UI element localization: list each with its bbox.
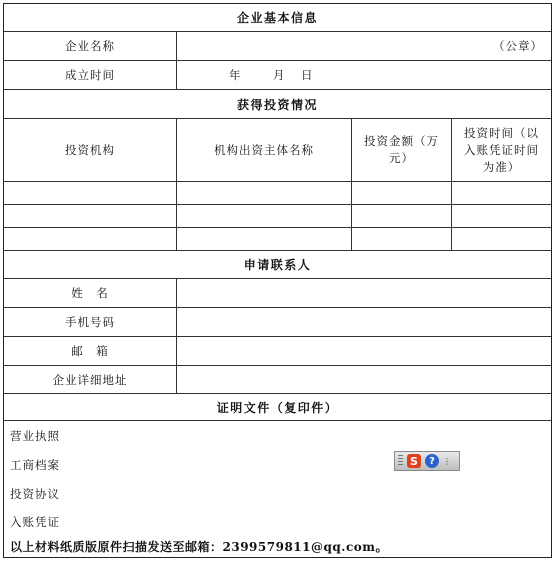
document-item-row — [4, 479, 551, 508]
column-header: 机构出资主体名称 — [176, 119, 351, 181]
contact-phone-field[interactable] — [176, 308, 551, 336]
section-header-documents — [4, 394, 551, 421]
dropdown-icon[interactable]: ⋮ — [443, 456, 451, 466]
contact-email-field[interactable] — [176, 337, 551, 365]
contact-phone-row — [4, 308, 551, 337]
table-cell[interactable] — [351, 228, 451, 250]
contact-name-field[interactable] — [176, 279, 551, 307]
submission-note: 以上材料纸质版原件扫描发送至邮箱：2399579811@qq.com。 — [10, 539, 388, 554]
document-item-row — [4, 450, 551, 479]
investment-header-row — [4, 119, 551, 182]
section-header-investment — [4, 90, 551, 119]
company-seal-hint: （公章） — [493, 39, 543, 53]
table-cell[interactable] — [4, 205, 176, 227]
column-header: 投资机构 — [65, 143, 115, 157]
grip-icon[interactable] — [398, 455, 403, 467]
founded-date-field[interactable] — [176, 61, 551, 89]
year-unit: 年 — [229, 68, 242, 82]
table-cell[interactable] — [451, 228, 551, 250]
enterprise-form — [3, 3, 552, 558]
table-cell[interactable] — [176, 228, 351, 250]
document-item: 营业执照 — [10, 428, 60, 443]
sogou-s-icon[interactable]: S — [407, 454, 421, 468]
table-row — [4, 182, 551, 205]
section-title: 证明文件（复印件） — [216, 400, 339, 415]
company-name-label: 企业名称 — [65, 39, 115, 53]
column-header: 投资金额（万元） — [351, 119, 451, 181]
table-cell[interactable] — [176, 205, 351, 227]
table-cell[interactable] — [4, 228, 176, 250]
document-item: 入账凭证 — [10, 514, 60, 529]
section-header-basic-info — [4, 4, 551, 32]
company-name-field[interactable] — [176, 32, 551, 60]
table-row — [4, 228, 551, 251]
contact-email-label: 邮 箱 — [71, 344, 109, 358]
table-cell[interactable] — [451, 205, 551, 227]
table-cell[interactable] — [176, 182, 351, 204]
founded-date-row — [4, 61, 551, 90]
month-unit: 月 — [273, 68, 286, 82]
document-item-row — [4, 421, 551, 450]
company-name-row — [4, 32, 551, 61]
founded-label: 成立时间 — [65, 68, 115, 82]
day-unit: 日 — [301, 68, 314, 82]
contact-address-field[interactable] — [176, 366, 551, 393]
contact-address-row — [4, 366, 551, 394]
table-cell[interactable] — [351, 205, 451, 227]
section-title: 企业基本信息 — [236, 11, 318, 25]
document-item-row — [4, 508, 551, 535]
help-icon[interactable]: ? — [425, 454, 439, 468]
table-row — [4, 205, 551, 228]
contact-name-row — [4, 279, 551, 308]
contact-email-row — [4, 337, 551, 366]
document-item: 投资协议 — [10, 486, 60, 501]
contact-address-label: 企业详细地址 — [52, 372, 128, 387]
column-header: 投资时间（以入账凭证时间为准） — [451, 119, 551, 181]
section-title: 获得投资情况 — [236, 97, 318, 112]
submission-note-row — [4, 535, 551, 557]
contact-phone-label: 手机号码 — [65, 315, 115, 329]
table-cell[interactable] — [351, 182, 451, 204]
table-cell[interactable] — [4, 182, 176, 204]
section-header-contact — [4, 251, 551, 279]
ime-toolbar[interactable] — [394, 451, 460, 471]
table-cell[interactable] — [451, 182, 551, 204]
contact-name-label: 姓 名 — [71, 286, 109, 300]
section-title: 申请联系人 — [243, 258, 312, 272]
document-item: 工商档案 — [10, 457, 60, 472]
